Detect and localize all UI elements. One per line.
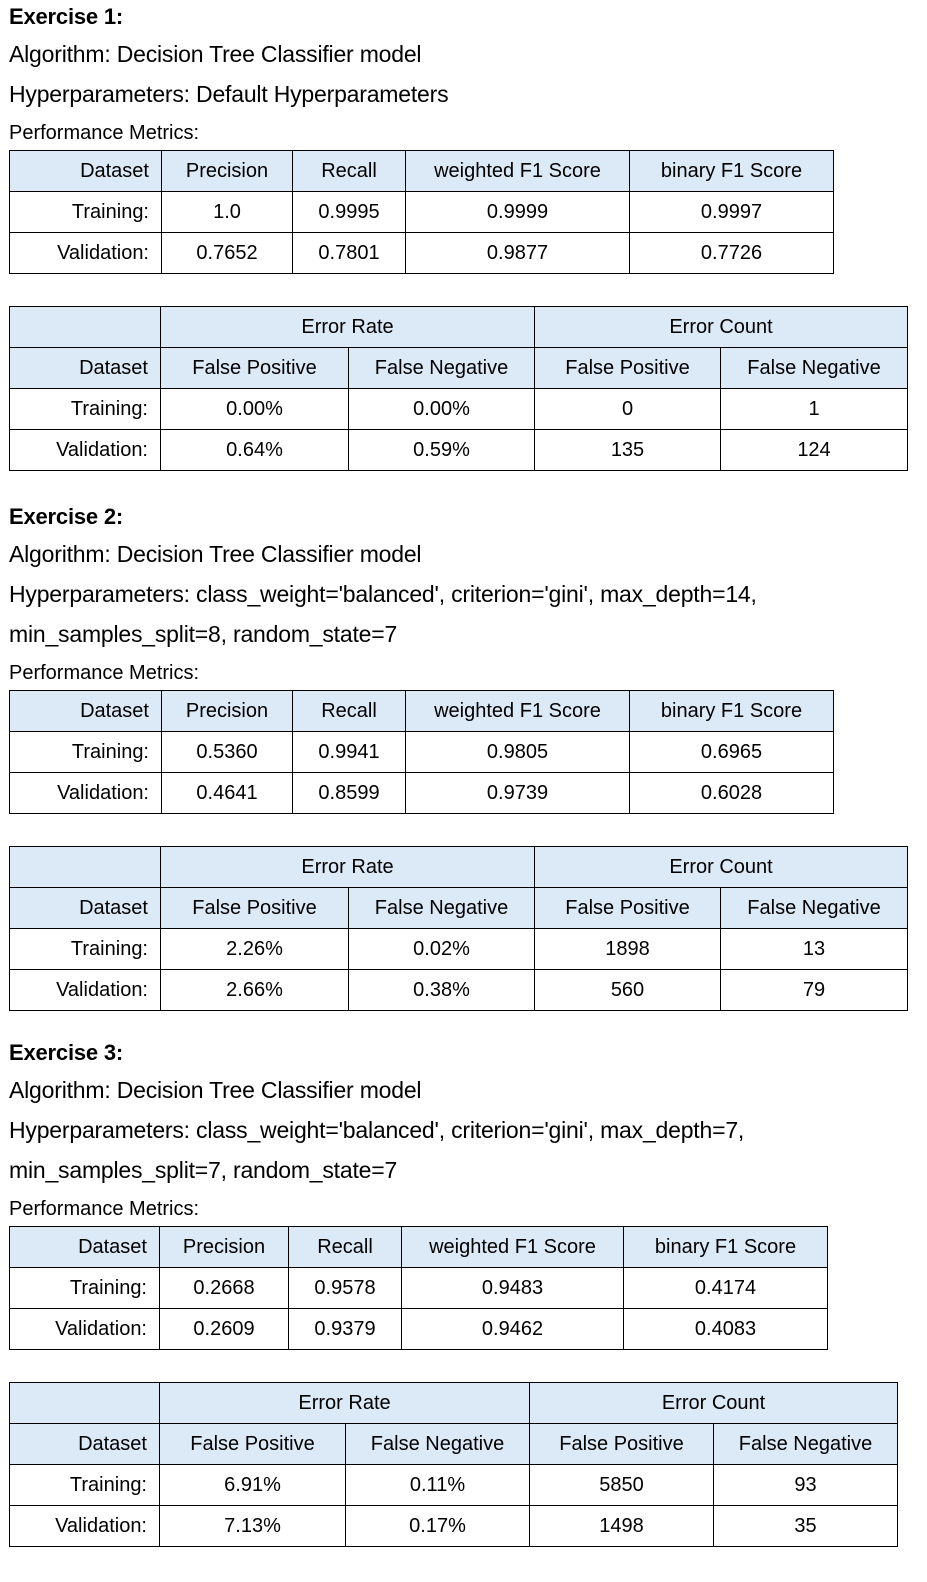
cell-count-fp: 135: [535, 430, 721, 471]
cell-rate-fn: 0.11%: [346, 1465, 530, 1506]
cell-rate-fn: 0.17%: [346, 1506, 530, 1547]
hyperparameters-line: Hyperparameters: class_weight='balanced', criterion='gini', max_depth=14,: [9, 581, 757, 607]
header-binary-f1: binary F1 Score: [630, 691, 834, 732]
cell-count-fp: 5850: [530, 1465, 714, 1506]
cell-recall: 0.8599: [293, 773, 406, 814]
header-precision: Precision: [160, 1227, 289, 1268]
header-weighted-f1: weighted F1 Score: [402, 1227, 624, 1268]
cell-rate-fn: 0.02%: [349, 929, 535, 970]
header-weighted-f1: weighted F1 Score: [406, 691, 630, 732]
cell-count-fn: 1: [721, 389, 908, 430]
table-row: [10, 970, 908, 1011]
cell-weighted-f1: 0.9739: [406, 773, 630, 814]
metrics-header-row: [10, 1227, 828, 1268]
error-table: [9, 306, 908, 471]
row-label: Training:: [10, 192, 162, 233]
table-row: [10, 1309, 828, 1350]
header-weighted-f1: weighted F1 Score: [406, 151, 630, 192]
table-row: [10, 732, 834, 773]
header-count-false-negative: False Negative: [714, 1424, 898, 1465]
header-rate-false-positive: False Positive: [160, 1424, 346, 1465]
header-dataset: Dataset: [10, 348, 161, 389]
header-binary-f1: binary F1 Score: [630, 151, 834, 192]
metrics-table: [9, 150, 834, 274]
row-label: Validation:: [10, 970, 161, 1011]
header-recall: Recall: [293, 691, 406, 732]
cell-binary-f1: 0.9997: [630, 192, 834, 233]
header-recall: Recall: [289, 1227, 402, 1268]
cell-count-fn: 124: [721, 430, 908, 471]
cell-rate-fn: 0.59%: [349, 430, 535, 471]
row-label: Training:: [10, 929, 161, 970]
header-blank: [10, 307, 161, 348]
cell-recall: 0.9995: [293, 192, 406, 233]
row-label: Training:: [10, 732, 162, 773]
hyperparameters-line: Hyperparameters: class_weight='balanced', criterion='gini', max_depth=7,: [9, 1117, 745, 1143]
cell-binary-f1: 0.6965: [630, 732, 834, 773]
cell-rate-fp: 7.13%: [160, 1506, 346, 1547]
cell-weighted-f1: 0.9805: [406, 732, 630, 773]
error-group-header-row: [10, 1383, 898, 1424]
cell-binary-f1: 0.7726: [630, 233, 834, 274]
cell-count-fp: 560: [535, 970, 721, 1011]
header-rate-false-positive: False Positive: [161, 348, 349, 389]
cell-precision: 0.4641: [162, 773, 293, 814]
performance-metrics-label: Performance Metrics:: [9, 1198, 200, 1220]
header-binary-f1: binary F1 Score: [624, 1227, 828, 1268]
row-label: Training:: [10, 1465, 160, 1506]
cell-precision: 1.0: [162, 192, 293, 233]
header-dataset: Dataset: [10, 1424, 160, 1465]
hyperparameters-line: min_samples_split=7, random_state=7: [9, 1157, 398, 1183]
metrics-table: [9, 690, 834, 814]
table-row: [10, 233, 834, 274]
row-label: Training:: [10, 389, 161, 430]
algorithm-line: Algorithm: Decision Tree Classifier model: [9, 1077, 422, 1103]
header-dataset: Dataset: [10, 888, 161, 929]
cell-precision: 0.2609: [160, 1309, 289, 1350]
algorithm-line: Algorithm: Decision Tree Classifier model: [9, 41, 422, 67]
cell-precision: 0.2668: [160, 1268, 289, 1309]
error-header-row: [10, 888, 908, 929]
cell-recall: 0.9379: [289, 1309, 402, 1350]
cell-precision: 0.7652: [162, 233, 293, 274]
header-error-count: Error Count: [535, 307, 908, 348]
header-count-false-negative: False Negative: [721, 348, 908, 389]
table-row: [10, 929, 908, 970]
hyperparameters-line: Hyperparameters: Default Hyperparameters: [9, 81, 449, 107]
cell-weighted-f1: 0.9999: [406, 192, 630, 233]
header-error-rate: Error Rate: [160, 1383, 530, 1424]
header-recall: Recall: [293, 151, 406, 192]
error-group-header-row: [10, 307, 908, 348]
header-blank: [10, 1383, 160, 1424]
error-table: [9, 1382, 898, 1547]
hyperparameters-line: min_samples_split=8, random_state=7: [9, 621, 398, 647]
cell-weighted-f1: 0.9483: [402, 1268, 624, 1309]
header-blank: [10, 847, 161, 888]
cell-rate-fp: 0.64%: [161, 430, 349, 471]
performance-metrics-label: Performance Metrics:: [9, 662, 200, 684]
header-count-false-positive: False Positive: [530, 1424, 714, 1465]
header-precision: Precision: [162, 151, 293, 192]
row-label: Validation:: [10, 1506, 160, 1547]
cell-count-fn: 13: [721, 929, 908, 970]
error-group-header-row: [10, 847, 908, 888]
header-error-rate: Error Rate: [161, 307, 535, 348]
cell-rate-fn: 0.38%: [349, 970, 535, 1011]
cell-rate-fp: 6.91%: [160, 1465, 346, 1506]
table-row: [10, 773, 834, 814]
exercise-title: Exercise 3:: [9, 1040, 123, 1065]
cell-rate-fn: 0.00%: [349, 389, 535, 430]
cell-count-fp: 0: [535, 389, 721, 430]
header-dataset: Dataset: [10, 691, 162, 732]
cell-weighted-f1: 0.9877: [406, 233, 630, 274]
row-label: Validation:: [10, 1309, 160, 1350]
cell-rate-fp: 0.00%: [161, 389, 349, 430]
exercise-title: Exercise 1:: [9, 4, 123, 29]
table-row: [10, 1268, 828, 1309]
cell-count-fn: 93: [714, 1465, 898, 1506]
header-count-false-negative: False Negative: [721, 888, 908, 929]
exercise-2: [9, 500, 919, 1011]
cell-rate-fp: 2.26%: [161, 929, 349, 970]
header-dataset: Dataset: [10, 1227, 160, 1268]
metrics-table: [9, 1226, 828, 1350]
cell-recall: 0.9578: [289, 1268, 402, 1309]
cell-count-fn: 35: [714, 1506, 898, 1547]
header-rate-false-positive: False Positive: [161, 888, 349, 929]
header-rate-false-negative: False Negative: [346, 1424, 530, 1465]
cell-recall: 0.7801: [293, 233, 406, 274]
cell-recall: 0.9941: [293, 732, 406, 773]
cell-binary-f1: 0.4083: [624, 1309, 828, 1350]
row-label: Validation:: [10, 773, 162, 814]
cell-binary-f1: 0.4174: [624, 1268, 828, 1309]
error-header-row: [10, 348, 908, 389]
header-rate-false-negative: False Negative: [349, 888, 535, 929]
cell-count-fp: 1498: [530, 1506, 714, 1547]
header-count-false-positive: False Positive: [535, 348, 721, 389]
header-rate-false-negative: False Negative: [349, 348, 535, 389]
header-count-false-positive: False Positive: [535, 888, 721, 929]
table-row: [10, 1465, 898, 1506]
algorithm-line: Algorithm: Decision Tree Classifier model: [9, 541, 422, 567]
cell-weighted-f1: 0.9462: [402, 1309, 624, 1350]
exercise-title: Exercise 2:: [9, 504, 123, 529]
exercise-3: [9, 1036, 919, 1547]
exercise-1: [9, 0, 919, 471]
performance-metrics-label: Performance Metrics:: [9, 122, 200, 144]
row-label: Validation:: [10, 430, 161, 471]
metrics-header-row: [10, 691, 834, 732]
row-label: Validation:: [10, 233, 162, 274]
error-header-row: [10, 1424, 898, 1465]
header-dataset: Dataset: [10, 151, 162, 192]
metrics-header-row: [10, 151, 834, 192]
table-row: [10, 1506, 898, 1547]
header-error-count: Error Count: [535, 847, 908, 888]
table-row: [10, 430, 908, 471]
cell-binary-f1: 0.6028: [630, 773, 834, 814]
cell-count-fp: 1898: [535, 929, 721, 970]
error-table: [9, 846, 908, 1011]
cell-rate-fp: 2.66%: [161, 970, 349, 1011]
cell-precision: 0.5360: [162, 732, 293, 773]
header-error-rate: Error Rate: [161, 847, 535, 888]
header-precision: Precision: [162, 691, 293, 732]
row-label: Training:: [10, 1268, 160, 1309]
cell-count-fn: 79: [721, 970, 908, 1011]
header-error-count: Error Count: [530, 1383, 898, 1424]
table-row: [10, 389, 908, 430]
table-row: [10, 192, 834, 233]
